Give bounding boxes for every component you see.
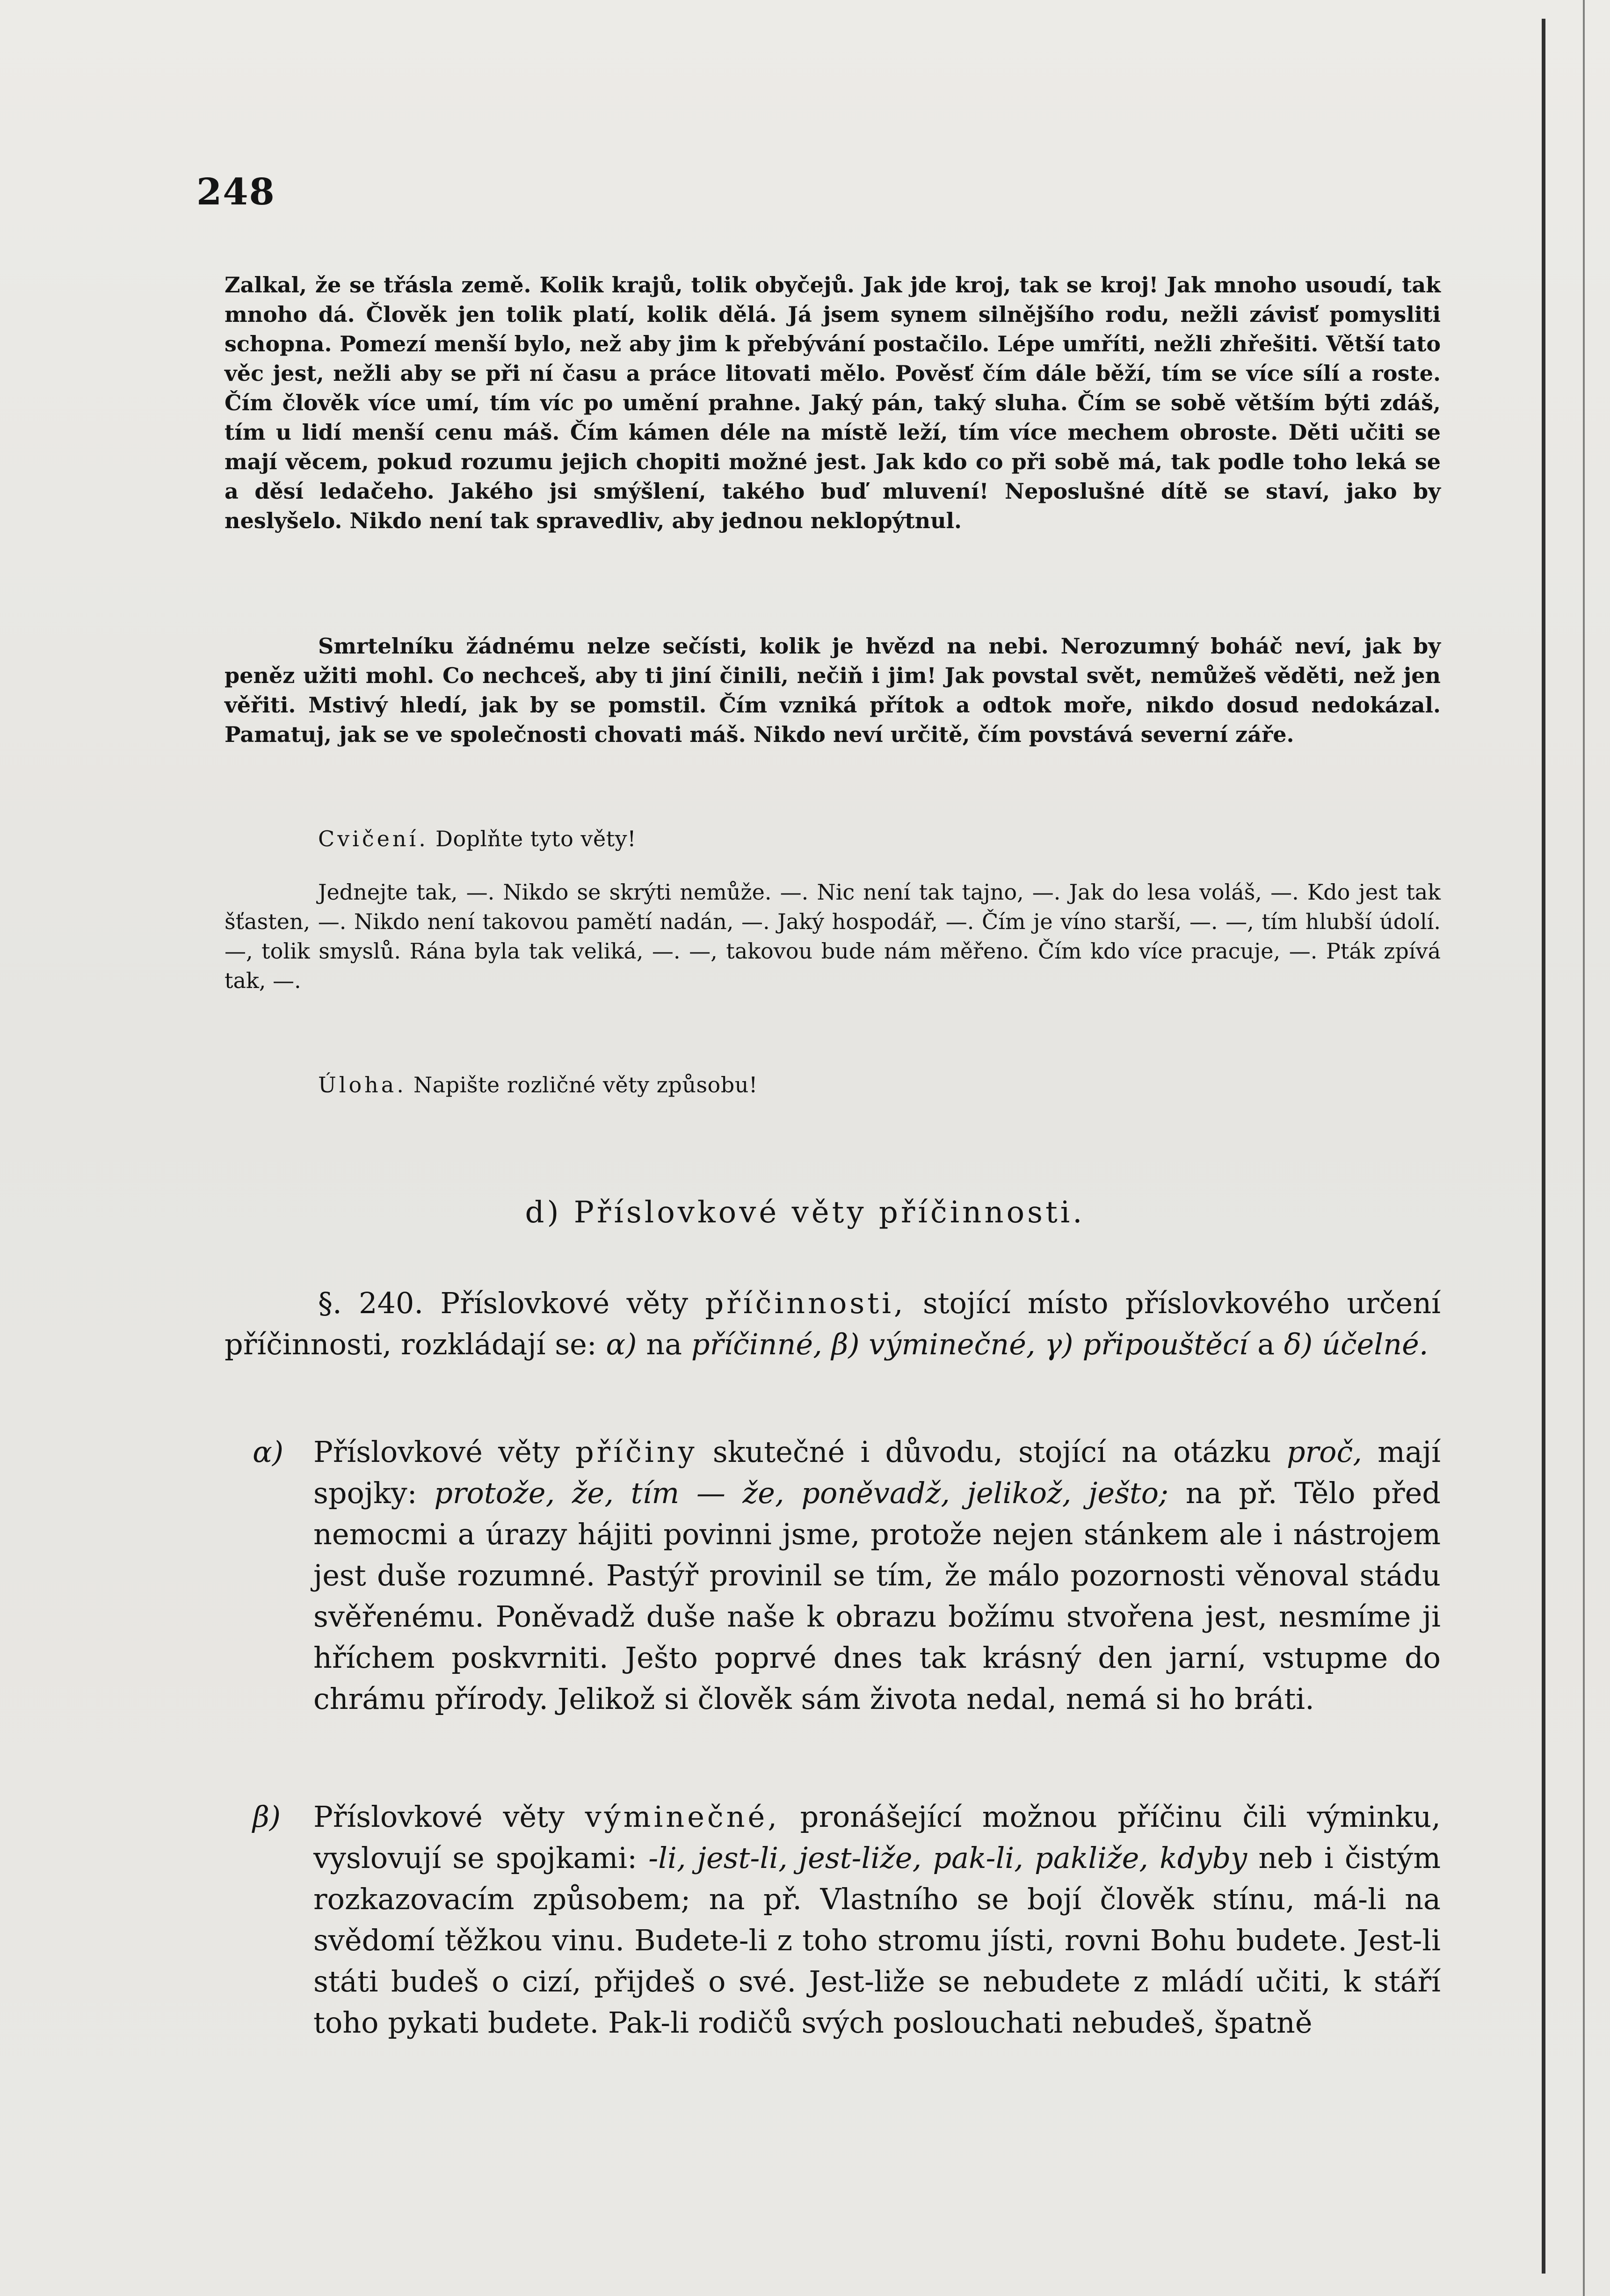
- alpha-term: příčiny: [575, 1435, 697, 1469]
- alpha-rest-1: skutečné i důvodu, stojící na otázku: [712, 1435, 1271, 1469]
- paragraph-240: [225, 1283, 1441, 1365]
- beta-rest-1: pronášející možnou příčinu čili výminku, vyslovují se spojkami:: [313, 1800, 1441, 1875]
- marker-gamma: γ): [1044, 1327, 1073, 1361]
- marker-beta: β): [831, 1327, 860, 1361]
- proverbs-paragraph-1-text: Zalkal, že se třásla země. Kolik krajů, tolik obyčejů. Jak jde kroj, tak se kroj! Jak mnoho usoudí, tak mnoho dá. Člověk jen tolik platí, kolik dělá. Já jsem synem silnějšího rodu, nežli závisť pomysliti schopna. Pomezí menší bylo, než aby jim k přebývání postačilo. Lépe umříti, nežli zhřešiti. Větší tato věc jest, nežli aby se při ní času a práce litovati mělo. Pověsť čím dále běží, tím se více sílí a roste. Čím člověk více umí, tím víc po umění prahne. Jaký pán, taký sluha. Čím se sobě větším býti zdáš, tím u lidí menší cenu máš. Čím kámen déle na místě leží, tím více mechem obroste. Děti učiti se mají věcem, pokud rozumu jejich chopiti možné jest. Jak kdo co při sobě má, tak podle toho leká se a děsí ledačeho. Jakého jsi smýšlení, takého buď mluvení! Neposlušné dítě se staví, jako by neslyšelo. Nikdo není tak spravedliv, aby jednou neklopýtnul.: [225, 272, 1441, 533]
- alpha-text: [313, 1431, 1441, 1720]
- proverbs-paragraph-2-text: Smrtelníku žádnému nelze sečísti, kolik je hvězd na nebi. Nerozumný boháč neví, jak by peněz užiti mohl. Co nechceš, aby ti jiní činili, nečiň i jim! Jak povstal svět, nemůžeš věděti, než jen věřiti. Mstivý hledí, jak by se pomstil. Čím vzniká přítok a odtok moře, nikdo dosud nedokázal. Pamatuj, jak se ve společnosti chovati máš. Nikdo neví určitě, čím povstává severní záře.: [225, 633, 1441, 747]
- paragraph-lead: Příslovkové věty: [440, 1286, 689, 1320]
- exercise-text-body: Jednejte tak, —. Nikdo se skrýti nemůže. —. Nic není tak tajno, —. Jak do lesa voláš, —. Kdo jest tak šťasten, —. Nikdo není takovou pamětí nadán, —. Jaký hospodář, —. Čím je víno starší, —. —, tím hlubší údolí. —, tolik smyslů. Rána byla tak veliká, —. —, takovou bude nám měřeno. Čím kdo více pracuje, —. Pták zpívá tak, —.: [225, 879, 1441, 993]
- alpha-examples: na př. Tělo před nemocmi a úrazy hájiti povinni jsme, protože nejen stánkem ale i nástrojem jest duše rozumné. Pastýř provinil se tím, že málo pozornosti věnoval stádu svěřenému. Poněvadž duše naše k obrazu božímu stvořena jest, nesmíme ji hříchem poskvrniti. Ješto poprvé dnes tak krásný den jarní, vstupme do chrámu přírody. Jelikož si člověk sám života nedal, nemá si ho bráti.: [313, 1476, 1441, 1716]
- paragraph-term: příčinnosti,: [705, 1286, 906, 1320]
- word-and: a: [1257, 1327, 1275, 1361]
- beta-text: [313, 1796, 1441, 2043]
- exercise-label: Cvičení.: [318, 826, 428, 851]
- alpha-rest-2: mají spojky:: [313, 1435, 1441, 1510]
- marker-delta: δ): [1284, 1327, 1313, 1361]
- alpha-conjunctions: protože, že, tím — že, poněvadž, jelikož, ješto;: [434, 1476, 1169, 1510]
- paragraph-number: §. 240.: [318, 1286, 424, 1320]
- term-vyminecne: výminečné,: [869, 1327, 1036, 1361]
- beta-lead: Příslovkové věty: [313, 1800, 565, 1834]
- term-pricinne: příčinné,: [691, 1327, 822, 1361]
- paragraph-rest: stojící místo příslovkového určení příčinnosti, rozkládají se:: [225, 1286, 1441, 1361]
- alpha-question: proč,: [1286, 1435, 1362, 1469]
- section-heading: d) Příslovkové věty příčinnosti.: [525, 1195, 1085, 1230]
- task-line: [318, 1070, 1441, 1100]
- term-pripoustecí: připouštěcí: [1082, 1327, 1248, 1361]
- page-number: 248: [196, 171, 276, 213]
- term-ucelne: účelné.: [1322, 1327, 1429, 1361]
- beta-rest-2: neb i čistým rozkazovacím způsobem; na př. Vlastního se bojí člověk stínu, má-li na svědomí těžkou vinu. Budete-li z toho stromu jísti, rovni Bohu budete. Jest-li státi budeš o cizí, přijdeš o své. Jest-liže se nebudete z mládí učiti, k stáří toho pykati budete. Pak-li rodičů svých poslouchati nebudeš, špatně: [313, 1841, 1441, 2040]
- task-label: Úloha.: [318, 1072, 406, 1097]
- alpha-lead: Příslovkové věty: [313, 1435, 560, 1469]
- exercise-instruction: Doplňte tyto věty!: [435, 826, 637, 851]
- beta-conjunctions: -li, jest-li, jest-liže, pak-li, pakliže, kdyby: [648, 1841, 1247, 1875]
- proverbs-paragraph-2: [225, 632, 1441, 749]
- page-edge: [1583, 0, 1585, 2296]
- word-na: na: [646, 1327, 682, 1361]
- exercise-heading: [318, 824, 1441, 854]
- task-text: Napište rozličné věty způsobu!: [413, 1072, 758, 1097]
- exercise-text: [225, 878, 1441, 995]
- alpha-label: α): [253, 1435, 284, 1469]
- proverbs-paragraph-1: [225, 270, 1441, 536]
- beta-label: β): [253, 1800, 281, 1834]
- marker-alpha: α): [606, 1327, 637, 1361]
- binding-edge: [1542, 19, 1545, 2274]
- beta-term: výminečné,: [585, 1800, 780, 1834]
